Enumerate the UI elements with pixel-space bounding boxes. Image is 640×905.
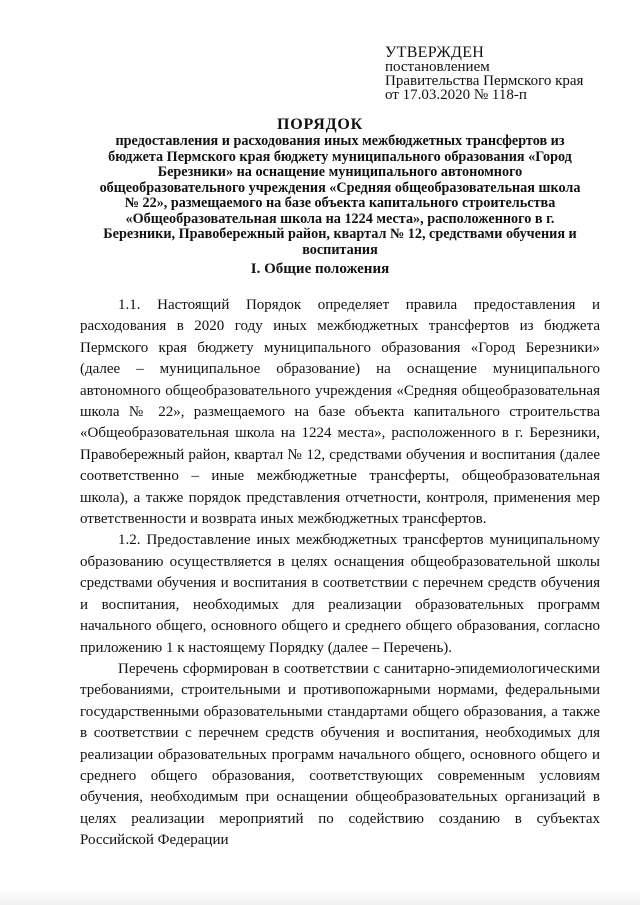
paragraph-list-description: Перечень сформирован в соответствии с санитарно-эпидемиологическими требованиями, строительными и противопожарными нормами, федеральными государственными образовательными стандартами общего образования, а также в соответствии с перечнем средств обучения и воспитания, необходимых для реализации образовательных программ начального общего, основного общего и среднего общего образования, соответствующих современным условиям обучения, необходимым при оснащении общеобразовательных организаций в целях реализации мероприятий по содействию созданию в субъектах Российской Федерации [80,660,600,849]
page-bottom-edge [0,891,640,905]
approval-line-government: Правительства Пермского края [385,73,584,89]
document-title: ПОРЯДОК [276,116,364,133]
approval-heading: УТВЕРЖДЕН [385,44,485,61]
approval-line-decree: постановлением [385,59,490,75]
paragraph-1-2: 1.2. Предоставление иных межбюджетных трансфертов муниципальному образованию осуществляется в целях оснащения общеобразовательной школы средствами обучения и воспитания в соответствии с перечнем средств обучения и воспитания, необходимых для реализации образовательных программ начального общего, основного общего и среднего общего образования, согласно приложению 1 к настоящему Порядку (далее – Перечень). [80,532,600,656]
document-body [80,295,600,852]
section-heading: I. Общие положения [250,261,390,277]
document-subtitle: предоставления и расходования иных межбюджетных трансфертов из бюджета Пермского края бюджету муниципального образования «Город Березники» на оснащение муниципального автономного общеобразовательного учреждения «Средняя общеобразовательная школа № 22», размещаемого на базе объекта капитального строительства «Общеобразовательная школа на 1224 места», расположенного в г. Березники, Правобережный район, квартал № 12, средствами обучения и воспитания [99,133,581,258]
paragraph-1-1: 1.1. Настоящий Порядок определяет правила предоставления и расходования в 2020 году иных межбюджетных трансфертов из бюджета Пермского края бюджету муниципального образования «Город Березники» (далее – муниципальное образование) на оснащение муниципального автономного общеобразовательного учреждения «Средняя общеобразовательная школа № 22», размещаемого на базе объекта капитального строительства «Общеобразовательная школа на 1224 места», расположенного в г. Березники, Правобережный район, квартал № 12, средствами обучения и воспитания (далее соответственно – иные межбюджетные трансферты, общеобразовательная школа), а также порядок представления отчетности, контроля, применения мер ответственности и возврата иных межбюджетных трансфертов. [80,297,600,528]
approval-line-date: от 17.03.2020 № 118-п [385,87,527,103]
approval-stamp [385,46,583,102]
